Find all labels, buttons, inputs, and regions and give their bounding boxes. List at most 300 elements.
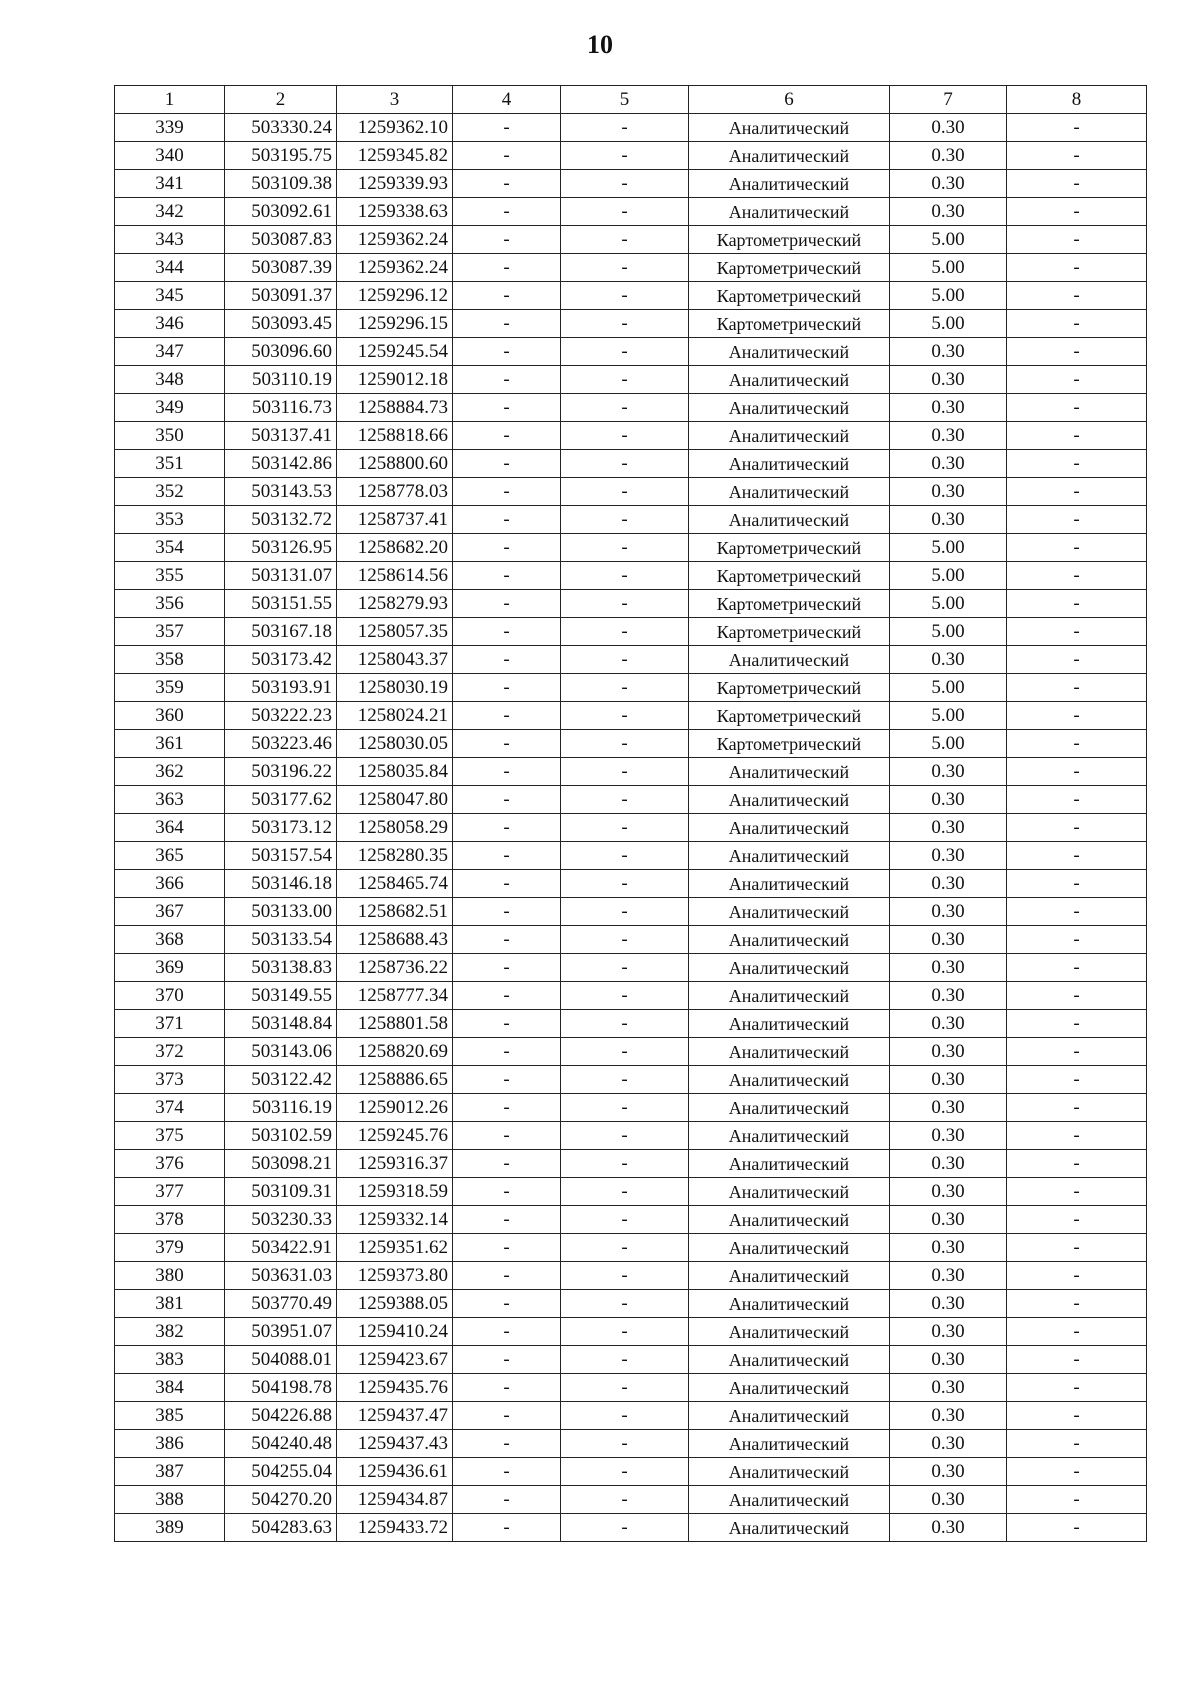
table-cell: - — [453, 1178, 561, 1206]
table-cell: Аналитический — [689, 198, 890, 226]
table-cell: 503133.54 — [225, 926, 337, 954]
table-cell: 0.30 — [890, 1402, 1007, 1430]
table-cell: 0.30 — [890, 1150, 1007, 1178]
table-cell: 503149.55 — [225, 982, 337, 1010]
table-row — [115, 1458, 1147, 1486]
table-cell: - — [1007, 506, 1147, 534]
table-cell: Картометрический — [689, 226, 890, 254]
table-cell: 0.30 — [890, 758, 1007, 786]
table-cell: 503132.72 — [225, 506, 337, 534]
table-row — [115, 1318, 1147, 1346]
table-cell: 1259436.61 — [337, 1458, 453, 1486]
column-header-6: 6 — [689, 86, 890, 114]
table-cell: - — [453, 422, 561, 450]
table-cell: Картометрический — [689, 618, 890, 646]
table-cell: Аналитический — [689, 1430, 890, 1458]
table-row — [115, 534, 1147, 562]
column-header-3: 3 — [337, 86, 453, 114]
table-cell: 1258280.35 — [337, 842, 453, 870]
table-row — [115, 1150, 1147, 1178]
table-cell: 1258279.93 — [337, 590, 453, 618]
table-cell: 5.00 — [890, 282, 1007, 310]
table-cell: 0.30 — [890, 1346, 1007, 1374]
table-cell: Аналитический — [689, 1094, 890, 1122]
table-cell: Аналитический — [689, 926, 890, 954]
table-cell: 504240.48 — [225, 1430, 337, 1458]
table-cell: 1258886.65 — [337, 1066, 453, 1094]
table-cell: 5.00 — [890, 310, 1007, 338]
table-cell: 347 — [115, 338, 225, 366]
table-cell: - — [561, 226, 689, 254]
table-row — [115, 1514, 1147, 1542]
table-cell: 1258688.43 — [337, 926, 453, 954]
table-cell: 504255.04 — [225, 1458, 337, 1486]
table-cell: 360 — [115, 702, 225, 730]
table-cell: 503148.84 — [225, 1010, 337, 1038]
table-cell: 503098.21 — [225, 1150, 337, 1178]
table-cell: - — [453, 646, 561, 674]
table-cell: - — [453, 898, 561, 926]
table-cell: - — [453, 926, 561, 954]
table-cell: 0.30 — [890, 142, 1007, 170]
table-cell: 1258736.22 — [337, 954, 453, 982]
table-cell: 339 — [115, 114, 225, 142]
table-cell: 1258777.34 — [337, 982, 453, 1010]
table-cell: 503222.23 — [225, 702, 337, 730]
table-cell: - — [453, 870, 561, 898]
table-cell: - — [453, 198, 561, 226]
table-cell: - — [561, 534, 689, 562]
table-cell: - — [453, 786, 561, 814]
table-cell: 1259012.18 — [337, 366, 453, 394]
table-cell: 341 — [115, 170, 225, 198]
table-cell: 1259433.72 — [337, 1514, 453, 1542]
table-cell: Аналитический — [689, 142, 890, 170]
table-cell: - — [1007, 590, 1147, 618]
table-cell: 0.30 — [890, 1262, 1007, 1290]
table-cell: 0.30 — [890, 646, 1007, 674]
table-cell: - — [1007, 758, 1147, 786]
table-cell: Аналитический — [689, 506, 890, 534]
table-cell: 5.00 — [890, 534, 1007, 562]
table-cell: 354 — [115, 534, 225, 562]
table-cell: Аналитический — [689, 646, 890, 674]
table-cell: - — [1007, 1178, 1147, 1206]
table-cell: - — [1007, 1402, 1147, 1430]
table-cell: - — [453, 226, 561, 254]
table-row — [115, 1122, 1147, 1150]
table-cell: 1258801.58 — [337, 1010, 453, 1038]
table-cell: 350 — [115, 422, 225, 450]
table-cell: Аналитический — [689, 422, 890, 450]
table-cell: 5.00 — [890, 254, 1007, 282]
table-cell: - — [561, 1346, 689, 1374]
table-row — [115, 674, 1147, 702]
table-cell: - — [561, 1122, 689, 1150]
table-cell: - — [561, 422, 689, 450]
table-cell: - — [453, 310, 561, 338]
table-cell: 1258058.29 — [337, 814, 453, 842]
table-row — [115, 1038, 1147, 1066]
table-cell: 0.30 — [890, 926, 1007, 954]
table-cell: - — [1007, 170, 1147, 198]
table-cell: 0.30 — [890, 1010, 1007, 1038]
table-cell: Аналитический — [689, 170, 890, 198]
table-cell: Картометрический — [689, 674, 890, 702]
table-cell: 353 — [115, 506, 225, 534]
table-cell: - — [561, 1262, 689, 1290]
table-cell: 369 — [115, 954, 225, 982]
table-cell: - — [561, 310, 689, 338]
table-row — [115, 450, 1147, 478]
table-row — [115, 1402, 1147, 1430]
table-cell: 361 — [115, 730, 225, 758]
table-cell: - — [561, 646, 689, 674]
table-cell: 378 — [115, 1206, 225, 1234]
table-cell: - — [453, 1206, 561, 1234]
table-cell: 1259362.24 — [337, 226, 453, 254]
table-cell: 386 — [115, 1430, 225, 1458]
table-cell: - — [453, 982, 561, 1010]
table-cell: - — [1007, 226, 1147, 254]
table-cell: 0.30 — [890, 786, 1007, 814]
table-cell: 503138.83 — [225, 954, 337, 982]
table-cell: 504198.78 — [225, 1374, 337, 1402]
table-cell: 5.00 — [890, 702, 1007, 730]
table-cell: Аналитический — [689, 1346, 890, 1374]
table-cell: 357 — [115, 618, 225, 646]
table-cell: 0.30 — [890, 1290, 1007, 1318]
table-cell: - — [1007, 1514, 1147, 1542]
table-cell: 367 — [115, 898, 225, 926]
table-cell: - — [1007, 618, 1147, 646]
table-cell: 356 — [115, 590, 225, 618]
table-cell: Аналитический — [689, 1458, 890, 1486]
table-row — [115, 478, 1147, 506]
table-cell: - — [561, 1234, 689, 1262]
table-cell: Картометрический — [689, 730, 890, 758]
table-cell: 381 — [115, 1290, 225, 1318]
table-cell: Аналитический — [689, 786, 890, 814]
table-cell: 504270.20 — [225, 1486, 337, 1514]
table-cell: 1258682.20 — [337, 534, 453, 562]
table-cell: 376 — [115, 1150, 225, 1178]
table-cell: - — [561, 366, 689, 394]
table-row — [115, 1430, 1147, 1458]
table-cell: Аналитический — [689, 1122, 890, 1150]
table-cell: - — [453, 1346, 561, 1374]
table-cell: - — [1007, 198, 1147, 226]
table-cell: - — [453, 1150, 561, 1178]
table-cell: 352 — [115, 478, 225, 506]
table-row — [115, 1346, 1147, 1374]
table-cell: Аналитический — [689, 1206, 890, 1234]
table-row — [115, 506, 1147, 534]
table-cell: - — [561, 1458, 689, 1486]
table-cell: - — [453, 1514, 561, 1542]
table-cell: - — [453, 562, 561, 590]
table-cell: 359 — [115, 674, 225, 702]
table-cell: - — [561, 590, 689, 618]
table-cell: 379 — [115, 1234, 225, 1262]
table-cell: Аналитический — [689, 758, 890, 786]
table-cell: Аналитический — [689, 450, 890, 478]
table-cell: 503142.86 — [225, 450, 337, 478]
table-cell: - — [453, 1374, 561, 1402]
table-cell: - — [1007, 310, 1147, 338]
table-cell: 0.30 — [890, 1122, 1007, 1150]
table-row — [115, 1178, 1147, 1206]
table-cell: 503770.49 — [225, 1290, 337, 1318]
table-cell: Картометрический — [689, 702, 890, 730]
table-cell: Аналитический — [689, 1178, 890, 1206]
table-cell: 503195.75 — [225, 142, 337, 170]
table-cell: 0.30 — [890, 982, 1007, 1010]
column-header-7: 7 — [890, 86, 1007, 114]
table-cell: - — [561, 1066, 689, 1094]
table-cell: 503177.62 — [225, 786, 337, 814]
table-cell: 365 — [115, 842, 225, 870]
column-header-2: 2 — [225, 86, 337, 114]
table-row — [115, 1094, 1147, 1122]
table-cell: - — [1007, 1094, 1147, 1122]
table-cell: 1258043.37 — [337, 646, 453, 674]
table-cell: 0.30 — [890, 450, 1007, 478]
table-cell: - — [1007, 534, 1147, 562]
table-cell: 346 — [115, 310, 225, 338]
table-cell: 0.30 — [890, 394, 1007, 422]
table-cell: 504283.63 — [225, 1514, 337, 1542]
table-cell: 383 — [115, 1346, 225, 1374]
table-cell: - — [1007, 674, 1147, 702]
table-cell: - — [453, 702, 561, 730]
table-cell: - — [453, 1318, 561, 1346]
table-row — [115, 422, 1147, 450]
table-cell: Аналитический — [689, 1150, 890, 1178]
table-cell: 382 — [115, 1318, 225, 1346]
table-cell: 503109.38 — [225, 170, 337, 198]
table-cell: 0.30 — [890, 1458, 1007, 1486]
table-cell: - — [1007, 842, 1147, 870]
table-cell: 1259338.63 — [337, 198, 453, 226]
table-cell: - — [1007, 1262, 1147, 1290]
table-cell: - — [561, 898, 689, 926]
table-cell: - — [561, 1430, 689, 1458]
table-cell: 358 — [115, 646, 225, 674]
table-cell: - — [1007, 898, 1147, 926]
table-cell: Аналитический — [689, 1234, 890, 1262]
table-cell: 503157.54 — [225, 842, 337, 870]
table-cell: 0.30 — [890, 198, 1007, 226]
table-cell: - — [1007, 478, 1147, 506]
table-cell: - — [561, 1318, 689, 1346]
table-cell: 0.30 — [890, 814, 1007, 842]
table-cell: - — [1007, 1066, 1147, 1094]
table-cell: 5.00 — [890, 618, 1007, 646]
table-cell: 1258465.74 — [337, 870, 453, 898]
table-cell: 503143.06 — [225, 1038, 337, 1066]
table-cell: 1258818.66 — [337, 422, 453, 450]
table-cell: Аналитический — [689, 1486, 890, 1514]
table-cell: 503116.19 — [225, 1094, 337, 1122]
table-cell: - — [561, 814, 689, 842]
table-cell: 364 — [115, 814, 225, 842]
table-cell: - — [561, 1150, 689, 1178]
table-cell: Аналитический — [689, 114, 890, 142]
table-cell: 1258057.35 — [337, 618, 453, 646]
table-cell: 503131.07 — [225, 562, 337, 590]
table-cell: 385 — [115, 1402, 225, 1430]
table-cell: 0.30 — [890, 1486, 1007, 1514]
table-cell: Картометрический — [689, 534, 890, 562]
page-number: 10 — [587, 30, 613, 59]
table-cell: 503087.39 — [225, 254, 337, 282]
table-row — [115, 814, 1147, 842]
table-cell: Аналитический — [689, 842, 890, 870]
table-cell: 503330.24 — [225, 114, 337, 142]
table-cell: Картометрический — [689, 590, 890, 618]
table-cell: 1259316.37 — [337, 1150, 453, 1178]
table-cell: - — [561, 170, 689, 198]
table-row — [115, 1374, 1147, 1402]
table-cell: - — [561, 674, 689, 702]
table-cell: - — [1007, 1290, 1147, 1318]
table-cell: - — [453, 506, 561, 534]
table-cell: 503109.31 — [225, 1178, 337, 1206]
table-cell: - — [561, 926, 689, 954]
table-cell: Аналитический — [689, 898, 890, 926]
table-cell: 5.00 — [890, 674, 1007, 702]
table-cell: 0.30 — [890, 422, 1007, 450]
table-cell: 0.30 — [890, 1318, 1007, 1346]
column-header-4: 4 — [453, 86, 561, 114]
table-cell: - — [1007, 1150, 1147, 1178]
table-cell: - — [561, 1206, 689, 1234]
table-cell: 1258030.05 — [337, 730, 453, 758]
table-cell: - — [1007, 1318, 1147, 1346]
table-row — [115, 870, 1147, 898]
table-cell: - — [561, 618, 689, 646]
table-cell: 0.30 — [890, 338, 1007, 366]
table-cell: 504088.01 — [225, 1346, 337, 1374]
table-cell: 1258737.41 — [337, 506, 453, 534]
table-cell: - — [1007, 254, 1147, 282]
table-row — [115, 1206, 1147, 1234]
table-cell: - — [453, 254, 561, 282]
table-cell: 1259339.93 — [337, 170, 453, 198]
table-cell: 5.00 — [890, 730, 1007, 758]
table-row — [115, 954, 1147, 982]
table-cell: 0.30 — [890, 478, 1007, 506]
table-cell: 503091.37 — [225, 282, 337, 310]
table-cell: 1259332.14 — [337, 1206, 453, 1234]
table-cell: - — [453, 170, 561, 198]
table-cell: - — [453, 142, 561, 170]
table-row — [115, 310, 1147, 338]
table-row — [115, 170, 1147, 198]
table-cell: 0.30 — [890, 1430, 1007, 1458]
table-cell: 1259423.67 — [337, 1346, 453, 1374]
table-cell: - — [453, 1262, 561, 1290]
table-cell: 1258035.84 — [337, 758, 453, 786]
table-cell: - — [453, 730, 561, 758]
table-row — [115, 338, 1147, 366]
table-cell: 5.00 — [890, 590, 1007, 618]
table-row — [115, 198, 1147, 226]
table-cell: 387 — [115, 1458, 225, 1486]
table-cell: Картометрический — [689, 282, 890, 310]
table-cell: 1259362.24 — [337, 254, 453, 282]
table-row — [115, 254, 1147, 282]
table-cell: Аналитический — [689, 394, 890, 422]
table-cell: Аналитический — [689, 1402, 890, 1430]
table-cell: - — [561, 786, 689, 814]
table-cell: - — [561, 758, 689, 786]
table-cell: - — [561, 506, 689, 534]
table-cell: - — [453, 1122, 561, 1150]
table-cell: Аналитический — [689, 1066, 890, 1094]
table-cell: - — [1007, 422, 1147, 450]
table-cell: 374 — [115, 1094, 225, 1122]
table-cell: Аналитический — [689, 1318, 890, 1346]
table-cell: - — [561, 954, 689, 982]
table-cell: 0.30 — [890, 114, 1007, 142]
table-cell: - — [453, 954, 561, 982]
table-row — [115, 758, 1147, 786]
table-cell: 503151.55 — [225, 590, 337, 618]
table-cell: 1259296.15 — [337, 310, 453, 338]
table-cell: 368 — [115, 926, 225, 954]
table-header-row — [115, 86, 1147, 114]
table-cell: - — [561, 1290, 689, 1318]
table-cell: 503230.33 — [225, 1206, 337, 1234]
table-cell: - — [1007, 954, 1147, 982]
table-cell: 380 — [115, 1262, 225, 1290]
table-cell: - — [1007, 142, 1147, 170]
table-row — [115, 730, 1147, 758]
table-cell: - — [453, 1430, 561, 1458]
table-cell: - — [453, 1234, 561, 1262]
table-cell: Аналитический — [689, 954, 890, 982]
table-cell: 503122.42 — [225, 1066, 337, 1094]
table-cell: 1259245.76 — [337, 1122, 453, 1150]
table-cell: 0.30 — [890, 1066, 1007, 1094]
table-cell: - — [1007, 1206, 1147, 1234]
table-cell: 344 — [115, 254, 225, 282]
table-cell: - — [453, 478, 561, 506]
table-row — [115, 1486, 1147, 1514]
table-row — [115, 226, 1147, 254]
table-cell: - — [453, 1402, 561, 1430]
table-cell: 1259434.87 — [337, 1486, 453, 1514]
table-cell: 503223.46 — [225, 730, 337, 758]
table-cell: - — [1007, 702, 1147, 730]
table-cell: - — [453, 1010, 561, 1038]
table-cell: 503143.53 — [225, 478, 337, 506]
table-cell: 503087.83 — [225, 226, 337, 254]
table-cell: 503422.91 — [225, 1234, 337, 1262]
table-cell: 1258682.51 — [337, 898, 453, 926]
table-row — [115, 394, 1147, 422]
table-cell: 1259373.80 — [337, 1262, 453, 1290]
table-cell: - — [561, 1178, 689, 1206]
table-cell: - — [453, 590, 561, 618]
table-cell: - — [1007, 1346, 1147, 1374]
table-cell: 503196.22 — [225, 758, 337, 786]
table-cell: - — [1007, 870, 1147, 898]
table-cell: - — [1007, 1038, 1147, 1066]
table-cell: - — [561, 982, 689, 1010]
